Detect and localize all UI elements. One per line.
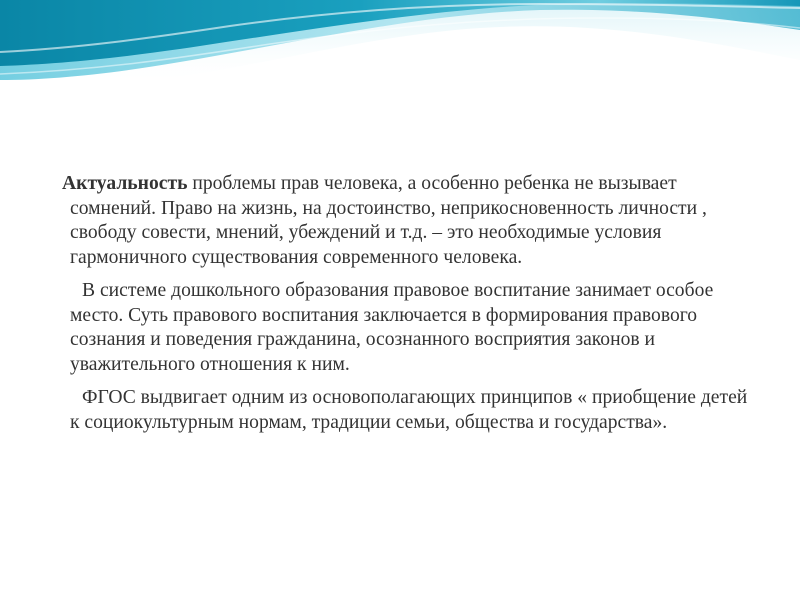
slide-body <box>62 172 760 444</box>
wave-header-decoration <box>0 0 800 130</box>
paragraph-preschool-education <box>70 279 760 377</box>
paragraph-text: В системе дошкольного образования правовое воспитание занимает особое место. Суть правового воспитания заключается в формирования правового сознания и поведения гражданина, осознанного восприятия законов и уважительного отношения к ним. <box>70 280 714 375</box>
paragraph-relevance <box>62 172 760 270</box>
paragraph-text: проблемы прав человека, а особенно ребенка не вызывает сомнений. Право на жизнь, на достоинство, неприкосновенность личности , свободу совести, мнений, убеждений и т.д. – это необходимые условия гармоничного существования современного человека. <box>70 173 707 268</box>
paragraph-fgos <box>70 386 760 435</box>
paragraph-lead-word: Актуальность <box>62 173 188 194</box>
paragraph-text: ФГОС выдвигает одним из основополагающих принципов « приобщение детей к социокультурным нормам, традиции семьи, общества и государства». <box>70 387 748 433</box>
